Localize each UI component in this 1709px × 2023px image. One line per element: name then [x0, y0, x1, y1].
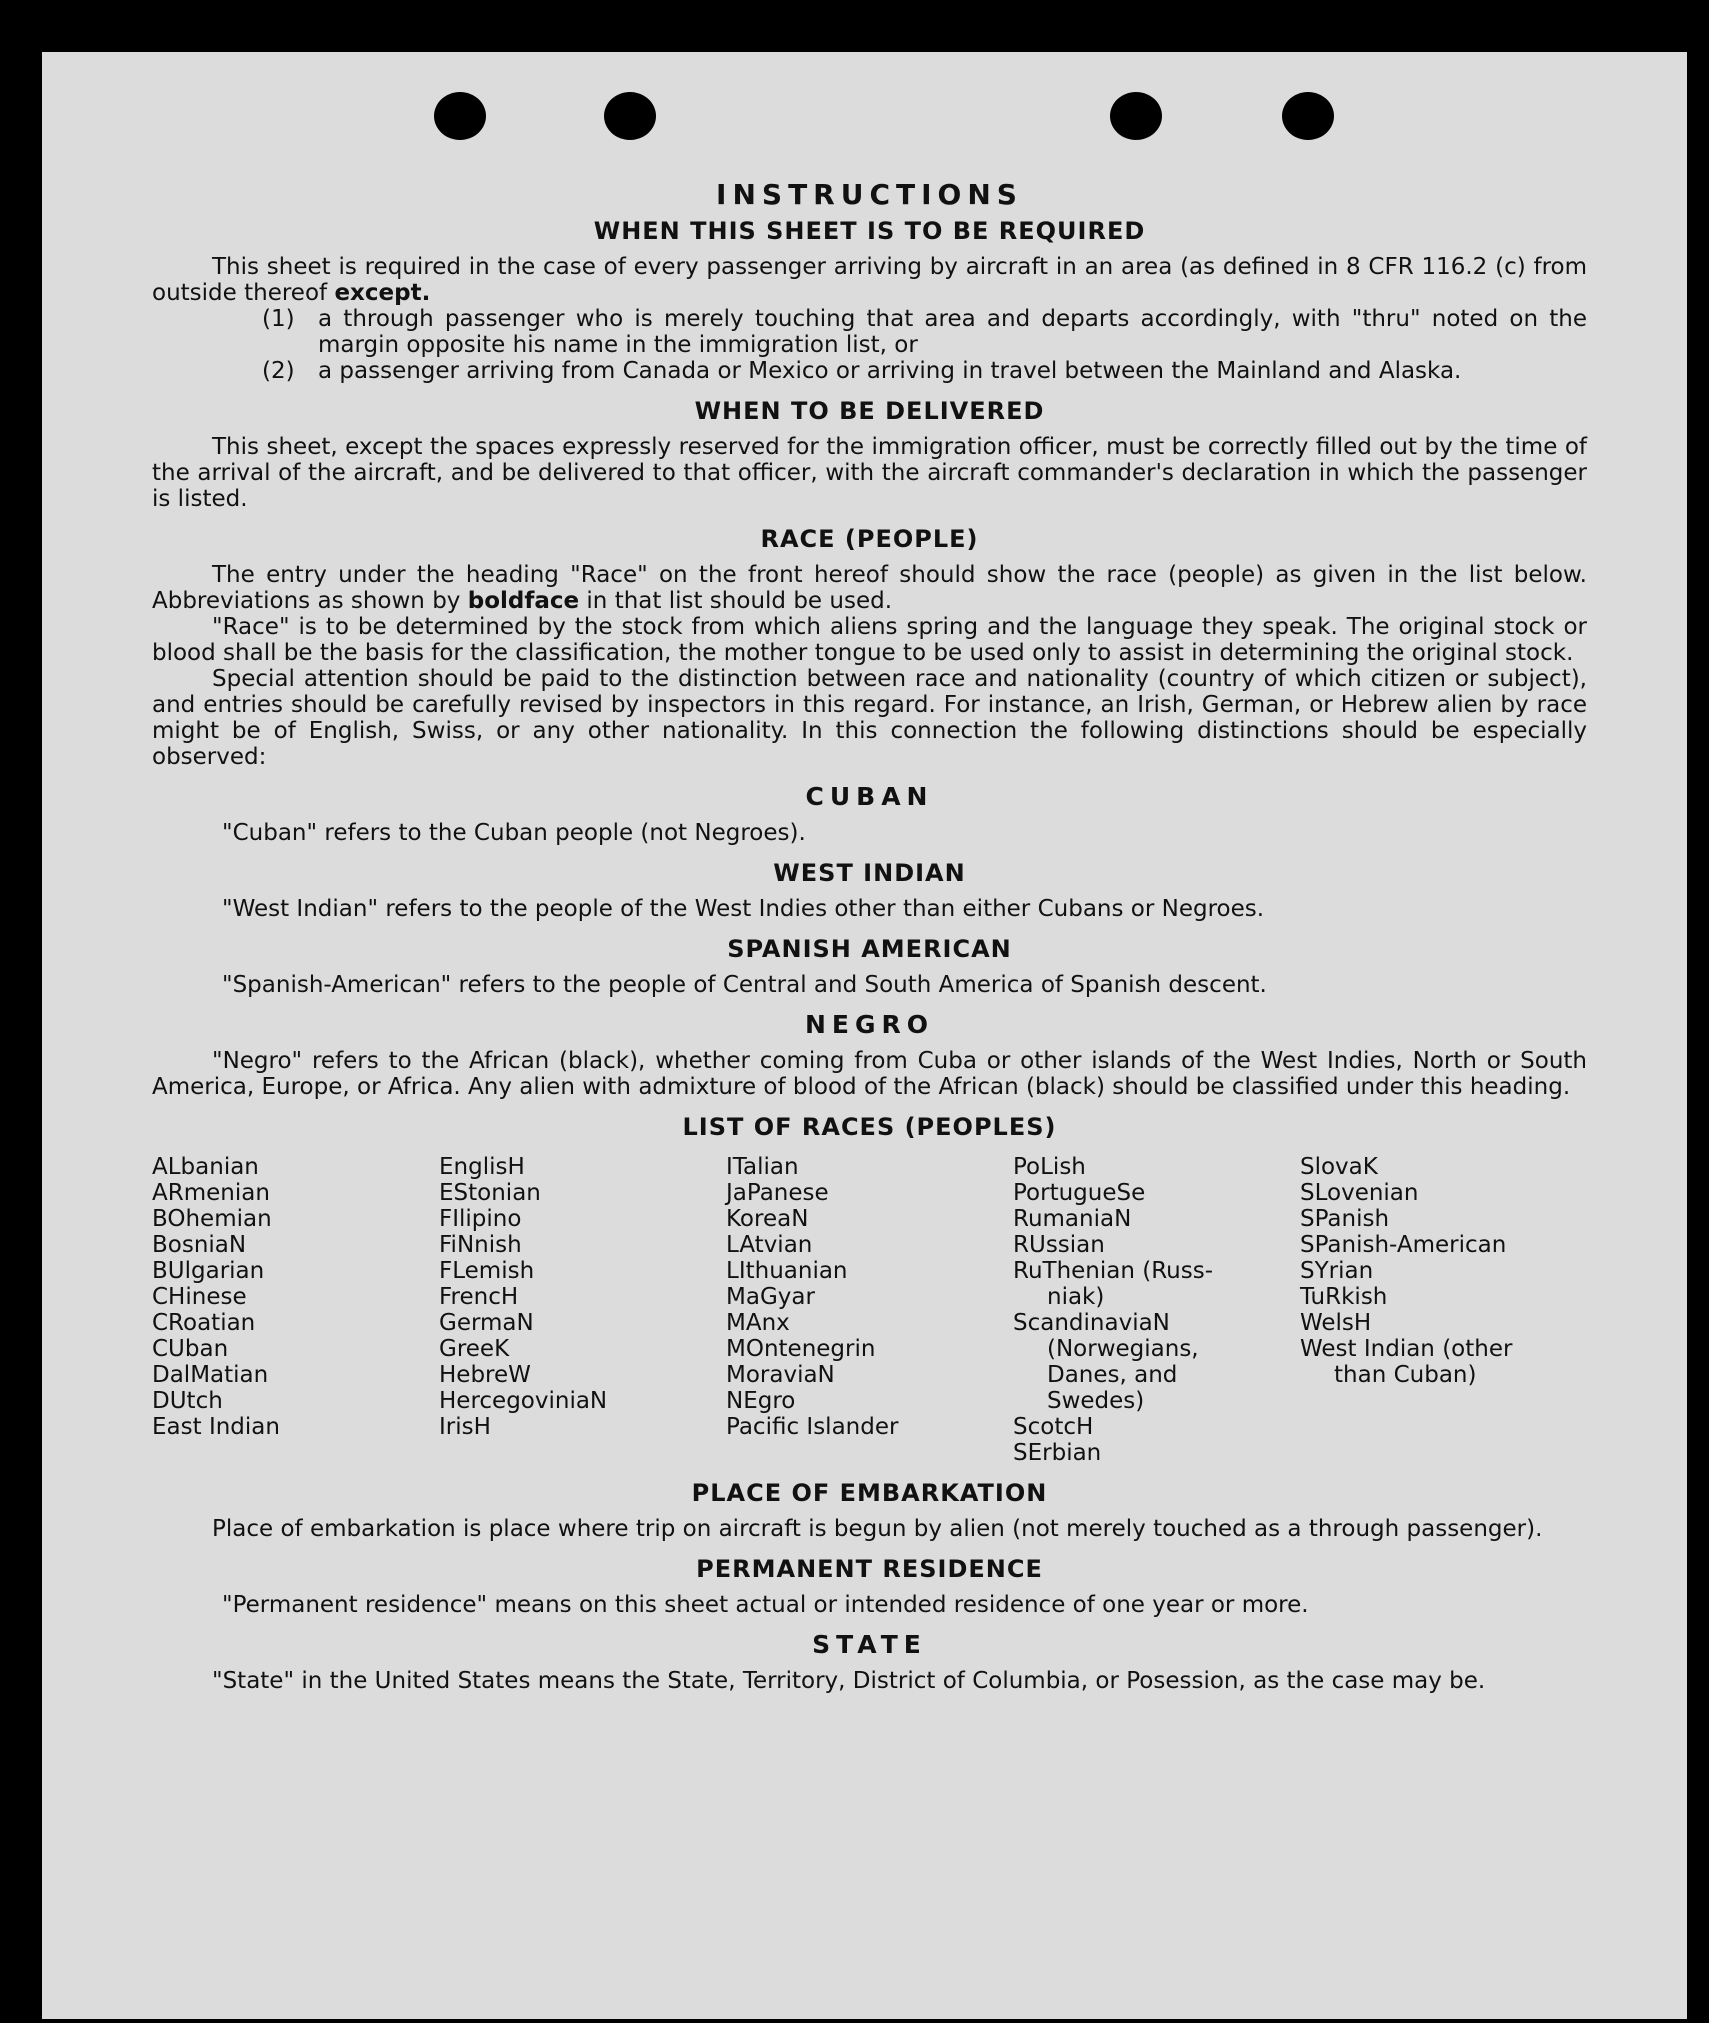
race-item: CRoatian [152, 1310, 256, 1336]
race-item: HebreW [439, 1362, 531, 1388]
section-heading-cuban: CUBAN [805, 782, 934, 811]
section-heading-state: STATE [812, 1630, 927, 1659]
race-item: WelsH [1300, 1310, 1372, 1336]
races-column-3 [726, 1154, 1013, 1466]
races-list [152, 1154, 1587, 1466]
punch-hole [1282, 92, 1334, 140]
race-item: DUtch [152, 1388, 223, 1414]
race-item: niak) [1047, 1284, 1105, 1310]
race-item: SPanish-American [1300, 1232, 1507, 1258]
race-item: EnglisH [439, 1154, 525, 1180]
race-item: SlovaK [1300, 1154, 1378, 1180]
race-item: FLemish [439, 1258, 535, 1284]
race-item: MaGyar [726, 1284, 815, 1310]
race-item: ARmenian [152, 1180, 270, 1206]
west-indian-text: "West Indian" refers to the people of the West Indies other than either Cubans or Negroes. [222, 896, 1265, 922]
delivered-text: This sheet, except the spaces expressly reserved for the immigration officer, must be correctly filled out by the time of the arrival of the aircraft, and be delivered to that officer, with the aircraft commander's declaration in which the passenger is listed. [152, 434, 1587, 512]
races-column-2 [439, 1154, 726, 1466]
race-item: FrencH [439, 1284, 519, 1310]
section-heading-required: WHEN THIS SHEET IS TO BE REQUIRED [593, 217, 1146, 245]
race-item: MAnx [726, 1310, 790, 1336]
race-item: PoLish [1013, 1154, 1086, 1180]
race-item: GermaN [439, 1310, 534, 1336]
race-item: GreeK [439, 1336, 510, 1362]
race-item: MoraviaN [726, 1362, 835, 1388]
state-text: "State" in the United States means the State, Territory, District of Columbia, or Posession, as the case may be. [212, 1668, 1486, 1694]
race-item: than Cuban) [1334, 1362, 1477, 1388]
race-item: ITalian [726, 1154, 799, 1180]
required-item-1: (1) a through passenger who is merely touching that area and departs accordingly, with "thru" noted on the margin opposite his name in the immigration list, or [262, 306, 1587, 358]
race-item: SLovenian [1300, 1180, 1419, 1206]
race-item: LIthuanian [726, 1258, 848, 1284]
embarkation-text: Place of embarkation is place where trip on aircraft is begun by alien (not merely touched as a through passenger). [212, 1516, 1543, 1542]
punch-hole [604, 92, 656, 140]
race-item: MOntenegrin [726, 1336, 876, 1362]
section-heading-embarkation: PLACE OF EMBARKATION [691, 1479, 1048, 1507]
races-column-1 [152, 1154, 439, 1466]
race-item: TuRkish [1300, 1284, 1388, 1310]
race-item: SYrian [1300, 1258, 1374, 1284]
section-heading-delivered: WHEN TO BE DELIVERED [694, 397, 1045, 425]
race-item: (Norwegians, [1047, 1336, 1199, 1362]
race-item: CUban [152, 1336, 229, 1362]
section-heading-spanish-american: SPANISH AMERICAN [727, 935, 1012, 963]
race-item: DalMatian [152, 1362, 269, 1388]
race-item: BosniaN [152, 1232, 247, 1258]
section-heading-negro: NEGRO [804, 1010, 935, 1039]
race-item: NEgro [726, 1388, 796, 1414]
race-item: Swedes) [1047, 1388, 1145, 1414]
race-item: East Indian [152, 1414, 280, 1440]
section-heading-race: RACE (PEOPLE) [760, 525, 979, 553]
race-item: ALbanian [152, 1154, 259, 1180]
residence-text: "Permanent residence" means on this sheet actual or intended residence of one year or more. [222, 1592, 1309, 1618]
race-paragraph-1: The entry under the heading "Race" on the front hereof should show the race (people) as given in the list below. Abbreviations as shown by boldface in that list should be used. [152, 562, 1587, 614]
race-paragraph-3: Special attention should be paid to the distinction between race and nationality (country of which citizen or subject), and entries should be carefully revised by inspectors in this regard. For instance, an Irish, German, or Hebrew alien by race might be of English, Swiss, or any other nationality. In this connection the following distinctions should be especially observed: [152, 666, 1587, 770]
race-item: RUssian [1013, 1232, 1105, 1258]
races-column-4 [1013, 1154, 1300, 1466]
race-item: IrisH [439, 1414, 491, 1440]
race-item: LAtvian [726, 1232, 813, 1258]
race-item: HercegoviniaN [439, 1388, 608, 1414]
required-intro: This sheet is required in the case of every passenger arriving by aircraft in an area (as defined in 8 CFR 116.2 (c) from outside thereof except. [152, 254, 1587, 306]
race-item: RumaniaN [1013, 1206, 1132, 1232]
race-item: FiNnish [439, 1232, 522, 1258]
section-heading-list: LIST OF RACES (PEOPLES) [682, 1113, 1057, 1141]
race-item: BUlgarian [152, 1258, 265, 1284]
cuban-text: "Cuban" refers to the Cuban people (not Negroes). [222, 820, 806, 846]
race-item: CHinese [152, 1284, 247, 1310]
race-item: FIlipino [439, 1206, 522, 1232]
race-item: Danes, and [1047, 1362, 1178, 1388]
punch-hole [1110, 92, 1162, 140]
race-item: JaPanese [726, 1180, 829, 1206]
section-heading-west-indian: WEST INDIAN [773, 859, 966, 887]
race-paragraph-2: "Race" is to be determined by the stock from which aliens spring and the language they speak. The original stock or blood shall be the basis for the classification, the mother tongue to be used only to assist in determining the original stock. [152, 614, 1587, 666]
section-heading-residence: PERMANENT RESIDENCE [696, 1555, 1043, 1583]
race-item: Pacific Islander [726, 1414, 899, 1440]
required-item-2: (2) a passenger arriving from Canada or Mexico or arriving in travel between the Mainland and Alaska. [262, 358, 1462, 384]
race-item: ScandinaviaN [1013, 1310, 1170, 1336]
race-item: ScotcH [1013, 1414, 1094, 1440]
race-item: PortugueSe [1013, 1180, 1146, 1206]
page-title: INSTRUCTIONS [716, 178, 1023, 211]
race-item: BOhemian [152, 1206, 272, 1232]
punch-hole [434, 92, 486, 140]
race-item: SPanish [1300, 1206, 1390, 1232]
negro-text: "Negro" refers to the African (black), whether coming from Cuba or other islands of the West Indies, North or South America, Europe, or Africa. Any alien with admixture of blood of the African (black) should be classified under this heading. [152, 1048, 1587, 1100]
race-item: RuThenian (Russ- [1013, 1258, 1214, 1284]
race-item: West Indian (other [1300, 1336, 1513, 1362]
document-sheet [42, 52, 1687, 2019]
spanish-american-text: "Spanish-American" refers to the people of Central and South America of Spanish descent. [222, 972, 1267, 998]
race-item: EStonian [439, 1180, 541, 1206]
races-column-5 [1300, 1154, 1587, 1466]
race-item: KoreaN [726, 1206, 809, 1232]
race-item: SErbian [1013, 1440, 1102, 1466]
instructions-content [152, 178, 1587, 1694]
